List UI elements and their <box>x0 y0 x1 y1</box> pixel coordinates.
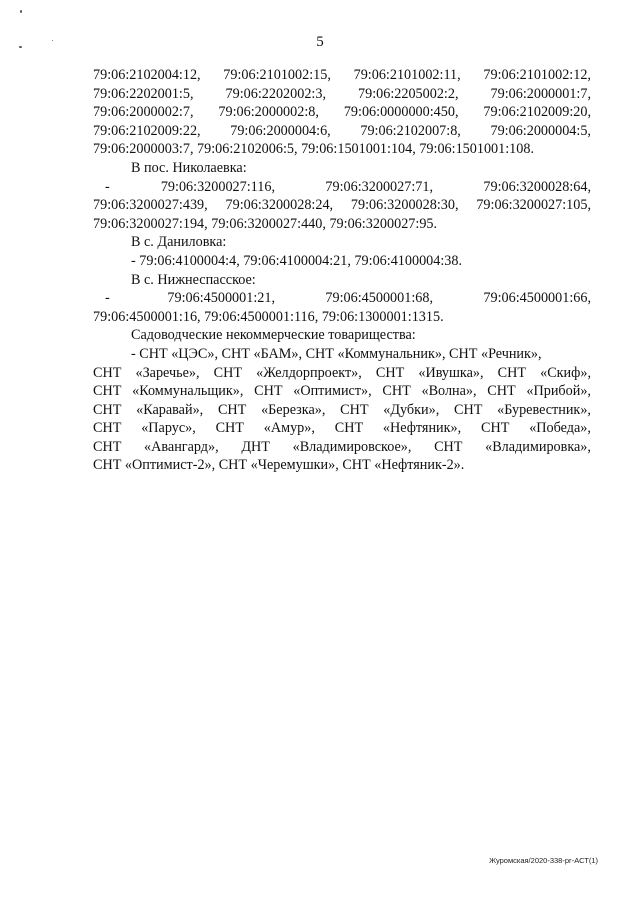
snt-word: СНТ <box>93 364 122 381</box>
snt-word: СНТ <box>93 438 122 455</box>
snt-word: СНТ <box>213 364 243 381</box>
snt-word: СНТ <box>93 383 122 400</box>
snt-word: СНТ <box>382 383 411 400</box>
section-heading-danilovka: В с. Даниловка: <box>131 234 227 251</box>
scan-speck <box>20 10 22 13</box>
cadastral-line: 79:06:4500001:16, 79:06:4500001:116, 79:06:1300001:1315. <box>93 308 444 325</box>
snt-line <box>93 438 591 457</box>
snt-word: «Волна», <box>421 383 477 400</box>
list-dash: - <box>105 178 110 195</box>
snt-word: «Авангард», <box>144 438 219 455</box>
cadastral-number: 79:06:2205002:2, <box>358 85 459 102</box>
list-dash: - <box>105 290 110 307</box>
cadastral-number: 79:06:2101002:11, <box>353 67 461 83</box>
snt-line <box>93 382 591 401</box>
snt-word: СНТ <box>497 364 527 381</box>
cadastral-number: 79:06:2000002:7, <box>93 104 194 121</box>
snt-word: «Желдорпроект», <box>256 364 362 381</box>
snt-word: СНТ <box>217 401 247 418</box>
cadastral-number: 79:06:0000000:450, <box>343 104 459 121</box>
cadastral-line <box>93 289 591 308</box>
cadastral-number: 79:06:3200027:116, <box>160 178 275 195</box>
cadastral-number: 79:06:2102004:12, <box>93 67 201 83</box>
snt-line <box>93 419 591 438</box>
cadastral-line: 79:06:3200027:194, 79:06:3200027:440, 79:06:3200027:95. <box>93 215 438 232</box>
cadastral-number: 79:06:2202001:5, <box>93 85 194 102</box>
snt-word: СНТ <box>215 420 244 437</box>
snt-line: СНТ «Оптимист-2», СНТ «Черемушки», СНТ «Нефтяник-2». <box>93 457 465 474</box>
snt-word: «Каравай», <box>136 401 204 418</box>
snt-word: «Нефтяник», <box>382 420 462 437</box>
snt-word: ДНТ <box>241 438 270 455</box>
section-heading-nizhnespasskoe: В с. Нижнеспасское: <box>131 271 256 288</box>
snt-word: СНТ <box>481 420 510 437</box>
cadastral-line <box>93 196 591 215</box>
snt-word: «Заречье», <box>135 364 200 381</box>
snt-line <box>93 364 591 383</box>
section-heading-nikolaevka: В пос. Николаевка: <box>131 159 247 176</box>
cadastral-line <box>93 85 591 104</box>
snt-word: «Дубки», <box>383 401 440 418</box>
snt-word: СНТ <box>375 364 405 381</box>
cadastral-number: 79:06:3200028:64, <box>483 178 591 195</box>
cadastral-number: 79:06:3200028:24, <box>225 197 334 214</box>
page-number: 5 <box>316 34 324 50</box>
snt-word: «Амур», <box>263 420 315 437</box>
snt-word: СНТ <box>93 420 122 437</box>
snt-word: «Владимировка», <box>485 438 591 455</box>
cadastral-number: 79:06:2000002:8, <box>218 104 319 121</box>
snt-word: «Коммунальщик», <box>132 383 244 400</box>
cadastral-number: 79:06:2101002:12, <box>483 67 591 83</box>
cadastral-number: 79:06:4500001:66, <box>483 290 591 307</box>
cadastral-line: 79:06:2000003:7, 79:06:2102006:5, 79:06:1501001:104, 79:06:1501001:108. <box>93 141 535 158</box>
cadastral-number: 79:06:4500001:68, <box>325 290 433 307</box>
snt-word: «Прибой», <box>526 383 591 400</box>
snt-word: «Парус», <box>141 420 196 437</box>
cadastral-number: 79:06:2000001:7, <box>490 85 591 102</box>
cadastral-number: 79:06:3200027:71, <box>325 178 433 195</box>
cadastral-line <box>93 122 591 141</box>
snt-word: «Буревестник», <box>497 401 591 418</box>
snt-word: СНТ <box>454 401 483 418</box>
cadastral-number: 79:06:2102009:22, <box>93 122 201 139</box>
snt-word: СНТ <box>334 420 364 437</box>
snt-line <box>93 401 591 420</box>
cadastral-number: 79:06:2202002:3, <box>225 85 326 102</box>
cadastral-number: 79:06:2102009:20, <box>483 104 591 121</box>
cadastral-line: - 79:06:4100004:4, 79:06:4100004:21, 79:06:4100004:38. <box>131 252 463 269</box>
cadastral-number: 79:06:3200027:105, <box>476 197 591 214</box>
section-heading-snt: Садоводческие некоммерческие товарищества: <box>131 327 416 344</box>
cadastral-line <box>93 66 591 85</box>
cadastral-line <box>93 103 591 122</box>
snt-word: «Владимировское», <box>292 438 412 455</box>
cadastral-number: 79:06:2000004:6, <box>230 122 331 139</box>
cadastral-line <box>93 178 591 197</box>
snt-word: «Скиф», <box>540 364 591 381</box>
snt-word: СНТ <box>434 438 463 455</box>
cadastral-number: 79:06:3200027:439, <box>93 197 208 214</box>
cadastral-number: 79:06:3200028:30, <box>350 197 459 214</box>
snt-word: СНТ <box>487 383 516 400</box>
snt-word: «Ивушка», <box>418 364 484 381</box>
snt-word: СНТ <box>93 401 122 418</box>
document-code: Журомская/2020-338-рг-АСТ(1) <box>489 856 598 865</box>
document-body <box>93 66 591 475</box>
cadastral-number: 79:06:4500001:21, <box>167 290 275 307</box>
snt-line: - СНТ «ЦЭС», СНТ «БАМ», СНТ «Коммунальник», СНТ «Речник», <box>131 345 542 362</box>
snt-word: «Победа», <box>529 420 591 437</box>
cadastral-number: 79:06:2000004:5, <box>490 122 591 139</box>
snt-word: СНТ <box>340 401 369 418</box>
cadastral-number: 79:06:2101002:15, <box>223 67 331 83</box>
cadastral-number: 79:06:2102007:8, <box>360 122 461 139</box>
snt-word: СНТ <box>254 383 283 400</box>
snt-word: «Березка», <box>261 401 326 418</box>
snt-word: «Оптимист», <box>293 383 372 400</box>
